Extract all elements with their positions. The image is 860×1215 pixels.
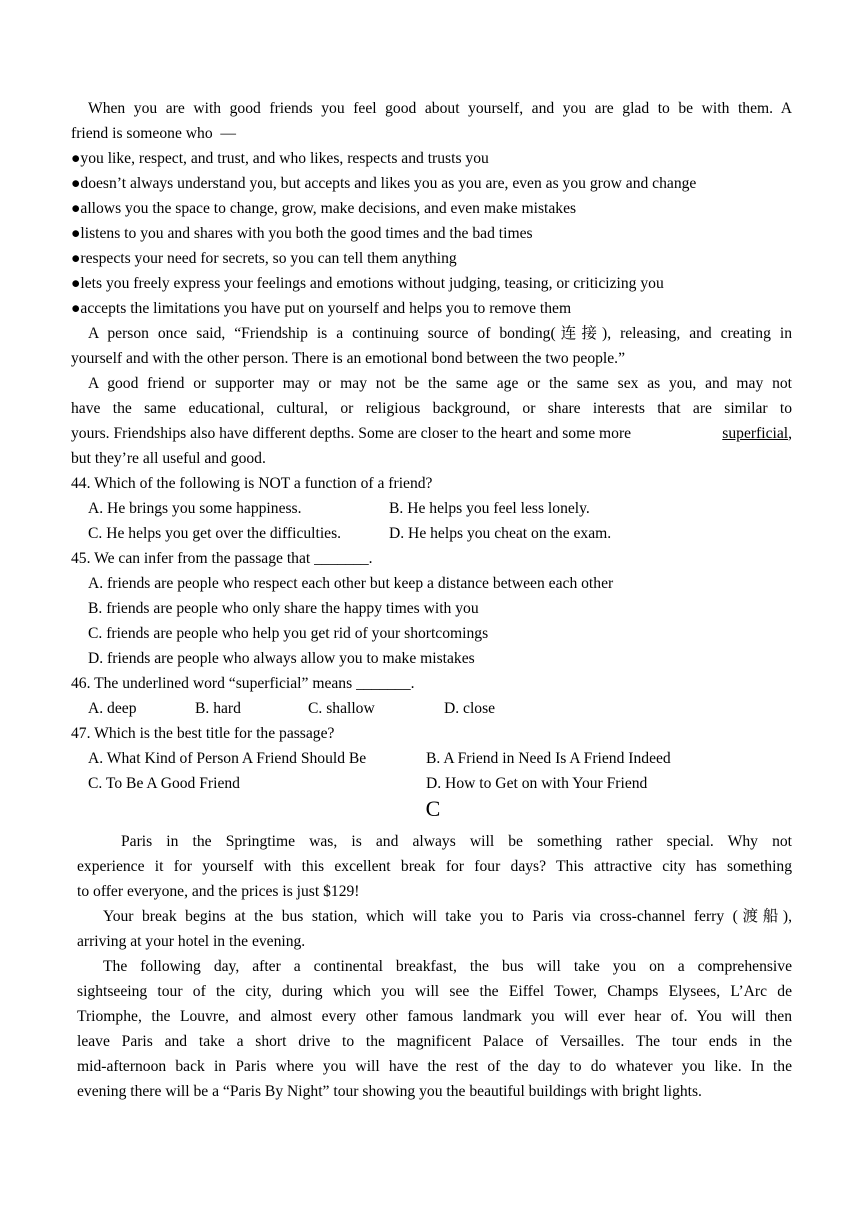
passage-line: leave Paris and take a short drive to the magnificent Palace of Versailles. The tour ends in the xyxy=(77,1033,792,1050)
passage-line: have the same educational, cultural, or religious background, or share interests that are similar to xyxy=(71,400,792,417)
option-d: D. How to Get on with Your Friend xyxy=(426,775,648,792)
passage-line-text: yours. Friendships also have different depths. Some are closer to the heart and some more xyxy=(71,425,632,442)
option-c: C. To Be A Good Friend xyxy=(88,775,240,792)
bullet-item: ●lets you freely express your feelings and emotions without judging, teasing, or criticizing you xyxy=(71,275,664,292)
passage-line: Paris in the Springtime was, is and always will be something rather special. Why not xyxy=(121,833,792,850)
passage-line: Triomphe, the Louvre, and almost every other famous landmark you will ever hear of. You will then xyxy=(77,1008,792,1025)
passage-line: but they’re all useful and good. xyxy=(71,450,266,467)
passage-line: Your break begins at the bus station, which will take you to Paris via cross-channel ferry (渡船), xyxy=(103,908,792,925)
bullet-item: ●doesn’t always understand you, but accepts and likes you as you are, even as you grow and change xyxy=(71,175,697,192)
option-a: A. friends are people who respect each other but keep a distance between each other xyxy=(88,575,614,592)
section-letter: C xyxy=(425,796,441,821)
bullet-item: ●accepts the limitations you have put on yourself and helps you to remove them xyxy=(71,300,572,317)
passage-line: A good friend or supporter may or may not be the same age or the same sex as you, and may not xyxy=(88,375,792,392)
underlined-word-text: superficial xyxy=(722,425,789,442)
option-a: A. deep xyxy=(88,700,137,717)
passage-line: A person once said, “Friendship is a continuing source of bonding(连接), releasing, and creating in xyxy=(88,325,792,342)
question-stem: 45. We can infer from the passage that _______. xyxy=(71,550,373,567)
question-stem: 46. The underlined word “superficial” means _______. xyxy=(71,675,415,692)
option-c: C. friends are people who help you get rid of your shortcomings xyxy=(88,625,489,642)
option-c: C. He helps you get over the difficulties. xyxy=(88,525,342,542)
option-c: C. shallow xyxy=(308,700,375,717)
bullet-item: ●respects your need for secrets, so you can tell them anything xyxy=(71,250,457,267)
bullet-item: ●allows you the space to change, grow, make decisions, and even make mistakes xyxy=(71,200,577,217)
option-b: B. He helps you feel less lonely. xyxy=(389,500,590,517)
question-stem: 44. Which of the following is NOT a function of a friend? xyxy=(71,475,433,492)
passage-line: friend is someone who — xyxy=(71,125,237,142)
option-b: B. A Friend in Need Is A Friend Indeed xyxy=(426,750,671,767)
option-d: D. He helps you cheat on the exam. xyxy=(389,525,612,542)
bullet-item: ●listens to you and shares with you both the good times and the bad times xyxy=(71,225,533,242)
passage-line: mid-afternoon back in Paris where you will have the rest of the day to do whatever you like. In the xyxy=(77,1058,792,1075)
option-b: B. hard xyxy=(195,700,241,717)
bullet-item: ●you like, respect, and trust, and who likes, respects and trusts you xyxy=(71,150,489,167)
passage-line xyxy=(71,421,792,446)
option-d: D. close xyxy=(444,700,496,717)
passage-line: yourself and with the other person. There is an emotional bond between the two people.” xyxy=(71,350,625,367)
comma: , xyxy=(788,425,792,442)
option-b: B. friends are people who only share the happy times with you xyxy=(88,600,479,617)
passage-line: sightseeing tour of the city, during which you will see the Eiffel Tower, Champs Elysees, L’Arc de xyxy=(77,983,792,1000)
passage-line: experience it for yourself with this excellent break for four days? This attractive city has something xyxy=(77,858,792,875)
passage-line: arriving at your hotel in the evening. xyxy=(77,933,306,950)
passage-line: evening there will be a “Paris By Night” tour showing you the beautiful buildings with bright lights. xyxy=(77,1083,702,1100)
option-a: A. He brings you some happiness. xyxy=(88,500,302,517)
option-a: A. What Kind of Person A Friend Should Be xyxy=(88,750,367,767)
option-d: D. friends are people who always allow you to make mistakes xyxy=(88,650,475,667)
question-stem: 47. Which is the best title for the passage? xyxy=(71,725,335,742)
underlined-word xyxy=(722,421,792,446)
passage-line: to offer everyone, and the prices is just $129! xyxy=(77,883,360,900)
passage-line: The following day, after a continental breakfast, the bus will take you on a comprehensive xyxy=(103,958,792,975)
passage-line: When you are with good friends you feel good about yourself, and you are glad to be with them. A xyxy=(88,100,792,117)
